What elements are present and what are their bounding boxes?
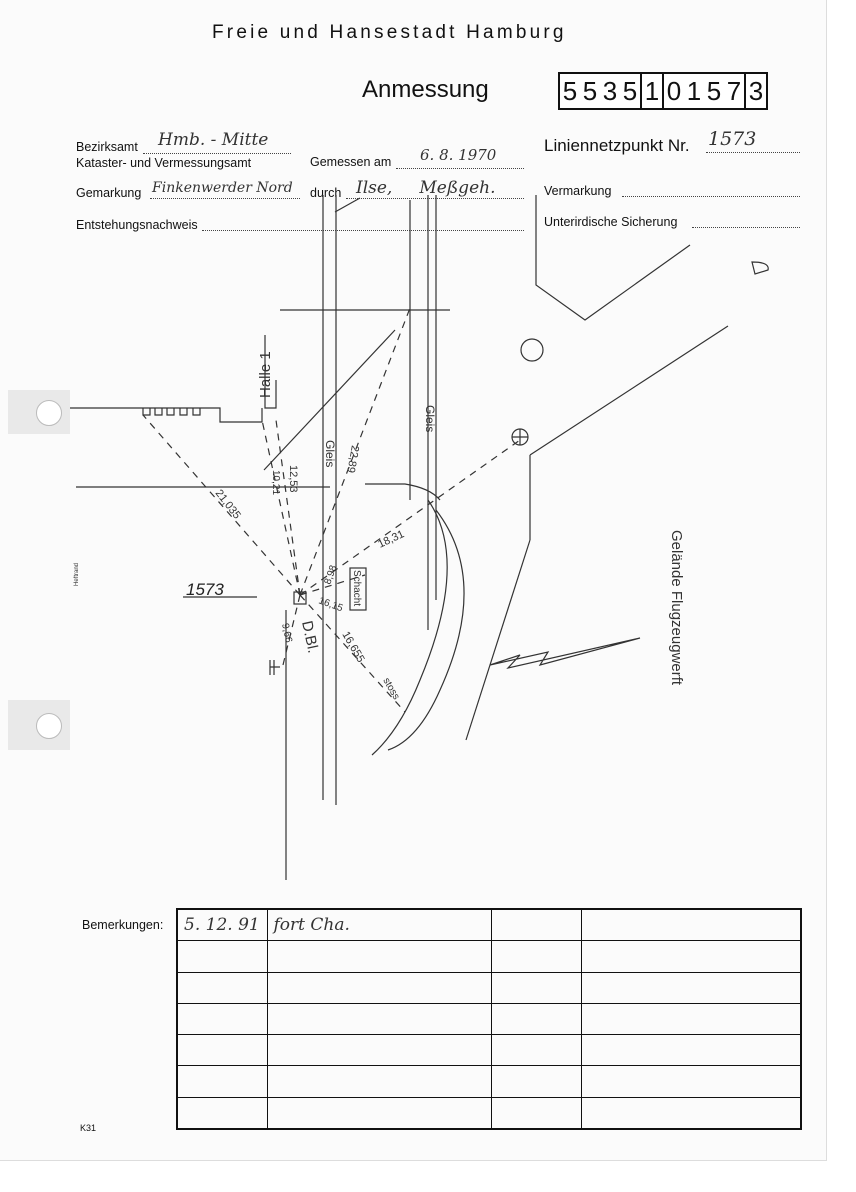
table-row bbox=[177, 1035, 801, 1066]
remarks-label: Bemerkungen: bbox=[82, 918, 164, 932]
measure-1831: 18,31 bbox=[376, 528, 407, 551]
remark-date: 5. 12. 91 bbox=[177, 909, 267, 941]
measure-1253: 12,53 bbox=[287, 465, 299, 493]
table-row bbox=[177, 1066, 801, 1097]
liniennetz-value: 1573 bbox=[708, 128, 757, 150]
form-code: K31 bbox=[80, 1123, 97, 1133]
db-label: D.Bl. bbox=[298, 619, 322, 655]
durch-label: durch bbox=[310, 186, 342, 200]
sicherung-label: Unterirdische Sicherung bbox=[544, 215, 678, 229]
halle-label: Halle 1 bbox=[257, 351, 274, 398]
gemessen-value: 6. 8. 1970 bbox=[420, 146, 497, 164]
point-label: 1573 bbox=[186, 580, 224, 599]
form-subtitle: Anmessung bbox=[362, 76, 489, 103]
stoss-label: stoss bbox=[380, 676, 402, 702]
measure-1615: 16,15 bbox=[316, 595, 345, 615]
gelaende-label: Gelände Flugzeugwerft bbox=[668, 530, 685, 686]
table-row bbox=[177, 1097, 801, 1129]
table-row bbox=[177, 972, 801, 1003]
table-row bbox=[177, 1003, 801, 1034]
doc-digit: 0 bbox=[662, 74, 684, 108]
kataster-label: Kataster- und Vermessungsamt bbox=[76, 156, 252, 170]
schacht-label: Schacht bbox=[351, 570, 362, 607]
remark-text: fort Cha. bbox=[267, 909, 491, 941]
table-row bbox=[177, 941, 801, 972]
doc-digit: 1 bbox=[686, 76, 702, 106]
entstehung-label: Entstehungsnachweis bbox=[76, 218, 198, 232]
gemarkung-label: Gemarkung bbox=[76, 186, 142, 200]
doc-digit: 5 bbox=[582, 76, 598, 106]
doc-digit: 5 bbox=[706, 76, 722, 106]
doc-digit: 5 bbox=[562, 76, 578, 106]
margin-heftrand: Heftrand bbox=[74, 562, 80, 586]
table-row bbox=[177, 909, 801, 941]
bezirksamt-value: Hmb. - Mitte bbox=[158, 130, 269, 150]
bezirksamt-label: Bezirksamt bbox=[76, 140, 138, 154]
table-cell bbox=[491, 909, 581, 941]
measure-898: 8,98 bbox=[322, 563, 340, 587]
doc-digit: 3 bbox=[602, 76, 618, 106]
measure-1021: 10,21 bbox=[270, 470, 281, 496]
doc-digit: 3 bbox=[744, 74, 766, 108]
doc-digit: 5 bbox=[622, 76, 638, 106]
doc-digit: 1 bbox=[640, 74, 662, 108]
measure-21035: 21,035 bbox=[212, 487, 243, 522]
remarks-table bbox=[176, 908, 802, 1130]
doc-digit: 7 bbox=[726, 76, 742, 106]
gemarkung-value: Finkenwerder Nord bbox=[152, 180, 293, 196]
measure-16655: 16,655 bbox=[339, 629, 367, 665]
liniennetz-label: Liniennetzpunkt Nr. bbox=[544, 136, 690, 155]
gleis-label-1: Gleis bbox=[323, 440, 337, 468]
vermarkung-label: Vermarkung bbox=[544, 184, 612, 198]
durch-value: Ilse, Meßgeh. bbox=[356, 178, 496, 198]
measure-966: 9,66 bbox=[279, 622, 294, 644]
gleis-label-2: Gleis bbox=[423, 405, 437, 433]
page-title: Freie und Hansestadt Hamburg bbox=[212, 22, 567, 43]
gemessen-label: Gemessen am bbox=[310, 155, 392, 169]
table-cell bbox=[581, 909, 801, 941]
measure-2289: 22,89 bbox=[344, 444, 361, 474]
